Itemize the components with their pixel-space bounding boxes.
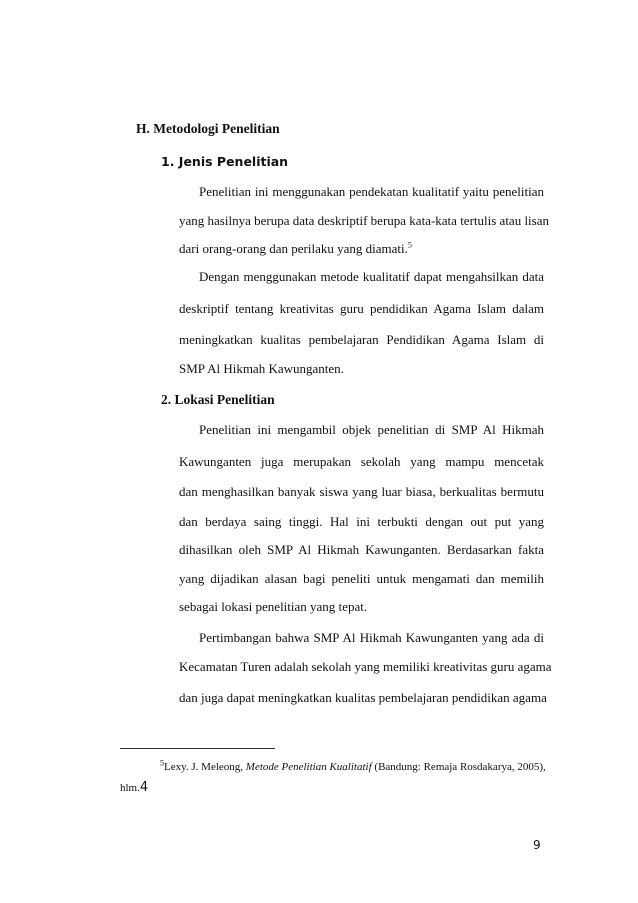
paragraph-line: dan menghasilkan banyak siswa yang luar biasa, berkualitas bermutu — [179, 484, 544, 499]
paragraph-line: yang dijadikan alasan bagi peneliti untuk mengamati dan memilih — [179, 571, 544, 586]
paragraph-line: Penelitian ini mengambil objek penelitian di SMP Al Hikmah — [199, 422, 544, 437]
subsection-title-jenis: 1. Jenis Penelitian — [161, 154, 289, 169]
paragraph-line: SMP Al Hikmah Kawunganten. — [179, 361, 344, 376]
paragraph-line: yang hasilnya berupa data deskriptif berupa kata-kata tertulis atau lisan — [179, 213, 549, 228]
paragraph-line: dan juga dapat meningkatkan kualitas pembelajaran pendidikan agama — [179, 690, 547, 705]
footnote-ref: 5 — [407, 240, 412, 250]
paragraph-line: Kecamatan Turen adalah sekolah yang memiliki kreativitas guru agama — [179, 659, 552, 674]
subsection-title-lokasi: 2. Lokasi Penelitian — [161, 392, 275, 407]
footnote-text: $^5$Lexy. J. Meleong, Metode Penelitian Kualitatif (Bandung: Remaja Rosdakarya, 2005), — [160, 758, 546, 773]
footnote-continuation: hlm.4 — [120, 780, 149, 795]
paragraph-line: Penelitian ini menggunakan pendekatan kualitatif yaitu penelitian — [199, 184, 544, 199]
paragraph-line: Dengan menggunakan metode kualitatif dapat mengahsilkan data — [199, 269, 544, 284]
paragraph-line: Kawunganten juga merupakan sekolah yang mampu mencetak — [179, 454, 544, 469]
paragraph-line: dihasilkan oleh SMP Al Hikmah Kawunganten. Berdasarkan fakta — [179, 542, 544, 557]
paragraph-line: meningkatkan kualitas pembelajaran Pendidikan Agama Islam di — [179, 332, 544, 347]
footnote-separator — [120, 748, 275, 749]
paragraph-line: dari orang-orang dan perilaku yang diamati.$^5$ — [179, 240, 412, 256]
paragraph-line: dan berdaya saing tinggi. Hal ini terbukti dengan out put yang — [179, 514, 544, 529]
paragraph-line: Pertimbangan bahwa SMP Al Hikmah Kawunganten yang ada di — [199, 630, 544, 645]
footnote-book-title: Metode Penelitian Kualitatif — [245, 761, 372, 773]
paragraph-line: deskriptif tentang kreativitas guru pendidikan Agama Islam dalam — [179, 301, 544, 316]
footnote-number: 5 — [160, 758, 164, 768]
paragraph-line: sebagai lokasi penelitian yang tepat. — [179, 599, 368, 614]
page-number: 9 — [533, 838, 541, 852]
section-heading: H. Metodologi Penelitian — [136, 121, 280, 136]
